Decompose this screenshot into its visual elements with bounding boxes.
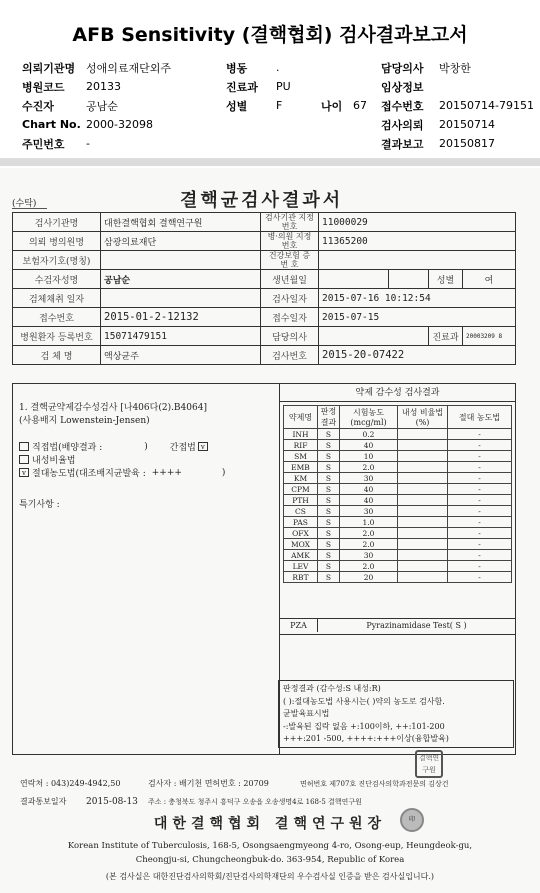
drug-absolute: - — [448, 561, 512, 572]
field-value: 2015-01-2-12132 — [101, 308, 261, 327]
table-row — [284, 473, 512, 484]
drug-concentration: 40 — [340, 495, 398, 506]
drug-ratio — [398, 561, 448, 572]
drug-name: INH — [284, 429, 318, 440]
header-key: 결과보고 — [381, 137, 424, 151]
field-value — [319, 270, 389, 289]
field-value — [319, 327, 429, 346]
sensitivity-table — [283, 405, 512, 583]
drug-result: S — [318, 539, 340, 550]
drug-concentration: 20 — [340, 572, 398, 583]
field-label: 담당의사 — [261, 327, 319, 346]
field-value: 20003209 8 — [463, 327, 516, 346]
header-key: 주민번호 — [22, 137, 65, 151]
header-row — [22, 77, 537, 96]
field-label: 진료과 — [429, 327, 463, 346]
media-note: (사용배지 Lowenstein-Jensen) — [19, 416, 150, 426]
report-title: AFB Sensitivity (결핵협회) 검사결과보고서 — [72, 24, 468, 46]
drug-concentration: 10 — [340, 451, 398, 462]
drug-name: KM — [284, 473, 318, 484]
drug-concentration: 30 — [340, 506, 398, 517]
field-value: 2015-07-15 — [319, 308, 516, 327]
table-row — [284, 429, 512, 440]
header-value: 20150714 — [439, 118, 495, 131]
absolute-close: ) — [221, 467, 226, 478]
drug-result: S — [318, 440, 340, 451]
field-value — [101, 289, 261, 308]
drug-result: S — [318, 506, 340, 517]
header-value: PU — [276, 80, 291, 93]
drug-concentration: 40 — [340, 440, 398, 451]
indirect-label: 간접법 — [169, 443, 196, 453]
drug-result: S — [318, 561, 340, 572]
drug-ratio — [398, 473, 448, 484]
report-date: 2015-08-13 — [86, 797, 138, 807]
header-value: 20133 — [86, 80, 121, 93]
header-key: 수진자 — [22, 99, 54, 113]
drug-absolute: - — [448, 517, 512, 528]
column-header: 시험농도 (mcg/ml) — [340, 406, 398, 429]
table-row — [284, 440, 512, 451]
field-value: 11000029 — [319, 213, 516, 232]
drug-result: S — [318, 484, 340, 495]
field-label: 의뢰 병의원명 — [13, 232, 101, 251]
field-value: 여 — [463, 270, 516, 289]
drug-absolute: - — [448, 550, 512, 561]
drug-result: S — [318, 462, 340, 473]
interp-line: 판정결과 (감수성:S 내성:R) — [283, 684, 381, 693]
field-value: 대한결핵협회 결핵연구원 — [101, 213, 261, 232]
drug-concentration: 2.0 — [340, 561, 398, 572]
header-value: 성애의료재단외주 — [86, 61, 172, 75]
test-item: 1. 결핵균약제감수성검사 [나406다(2).B4064] — [19, 403, 207, 413]
drug-absolute: - — [448, 451, 512, 462]
field-label: 검체채취 일자 — [13, 289, 101, 308]
field-label: 생년월일 — [261, 270, 319, 289]
table-row — [284, 517, 512, 528]
direct-close: ) — [144, 441, 148, 452]
header-value: 2000-32098 — [86, 118, 153, 131]
field-value — [319, 251, 516, 270]
direct-checkbox — [19, 442, 29, 451]
drug-absolute: - — [448, 495, 512, 506]
drug-absolute: - — [448, 506, 512, 517]
address-korean: 주소 : 충청북도 청주시 흥덕구 오송읍 오송생명4로 168-5 결핵연구원 — [148, 798, 362, 806]
sensitivity-heading: 약제 감수성 검사결과 — [280, 384, 515, 402]
table-row — [284, 528, 512, 539]
drug-ratio — [398, 462, 448, 473]
drug-name: MOX — [284, 539, 318, 550]
absolute-label: 절대농도법(대조배지균발육 : — [32, 469, 146, 479]
drug-ratio — [398, 484, 448, 495]
header-key: 검사의뢰 — [381, 118, 424, 132]
header-value: . — [276, 61, 280, 74]
drug-ratio — [398, 528, 448, 539]
header-value: 20150714-79151 — [439, 99, 534, 112]
field-label: 접수일자 — [261, 308, 319, 327]
column-header: 절대 농도법 — [448, 406, 512, 429]
director-seal: 결핵연구원 — [415, 750, 443, 778]
institution-name: 대한결핵협회 결핵연구원장 — [153, 816, 387, 832]
drug-name: RIF — [284, 440, 318, 451]
column-header: 판정 결과 — [318, 406, 340, 429]
field-value: 삼광의료재단 — [101, 232, 261, 251]
drug-ratio — [398, 429, 448, 440]
remarks-label: 특기사항 : — [19, 500, 60, 510]
drug-concentration: 2.0 — [340, 528, 398, 539]
header-info — [22, 58, 537, 153]
official-stamp: 印 — [400, 808, 424, 832]
pza-label: PZA — [280, 619, 318, 632]
tester-line: 검사자 : 배기천 면허번호 : 20709 — [148, 779, 269, 788]
drug-absolute: - — [448, 528, 512, 539]
drug-ratio — [398, 539, 448, 550]
header-key: Chart No. — [22, 118, 81, 131]
table-row — [284, 462, 512, 473]
pza-result: Pyrazinamidase Test( S ) — [366, 621, 467, 630]
header-value: 67 — [353, 99, 367, 112]
certification-note: (본 검사실은 대한진단검사의학회/진단검사의학재단의 우수검사실 인증을 받은 검사실입니다.) — [105, 872, 435, 881]
drug-result: S — [318, 528, 340, 539]
drug-name: AMK — [284, 550, 318, 561]
field-label: 보험자기호(명칭) — [13, 251, 101, 270]
absolute-checkbox: v — [19, 468, 29, 477]
field-label: 성별 — [429, 270, 463, 289]
field-label: 병·의원 지정번호 — [261, 232, 319, 251]
drug-ratio — [398, 440, 448, 451]
header-value: 공남순 — [86, 99, 118, 113]
table-row — [284, 484, 512, 495]
drug-name: SM — [284, 451, 318, 462]
field-label: 병원환자 등록번호 — [13, 327, 101, 346]
header-key: 성별 — [226, 99, 248, 113]
column-header: 약제명 — [284, 406, 318, 429]
drug-ratio — [398, 572, 448, 583]
drug-result: S — [318, 451, 340, 462]
interp-line: -:발육된 집락 없음 +:100이하, ++:101-200 — [283, 721, 445, 731]
drug-absolute: - — [448, 473, 512, 484]
header-key: 임상정보 — [381, 80, 424, 94]
header-row — [22, 134, 537, 153]
drug-concentration: 1.0 — [340, 517, 398, 528]
header-key: 담당의사 — [381, 61, 424, 75]
drug-name: EMB — [284, 462, 318, 473]
drug-concentration: 2.0 — [340, 462, 398, 473]
drug-concentration: 2.0 — [340, 539, 398, 550]
field-value: 액상균주 — [101, 346, 261, 365]
drug-absolute: - — [448, 440, 512, 451]
header-key: 진료과 — [226, 80, 258, 94]
header-value: - — [86, 137, 90, 150]
drug-result: S — [318, 495, 340, 506]
drug-ratio — [398, 451, 448, 462]
drug-ratio — [398, 506, 448, 517]
header-key: 접수번호 — [381, 99, 424, 113]
table-row — [284, 539, 512, 550]
drug-result: S — [318, 572, 340, 583]
drug-concentration: 30 — [340, 550, 398, 561]
table-row — [284, 561, 512, 572]
test-method-pane — [13, 384, 279, 754]
header-row — [22, 115, 537, 134]
drug-name: PTH — [284, 495, 318, 506]
report-date-label: 결과통보일자 — [20, 797, 67, 806]
drug-concentration: 40 — [340, 484, 398, 495]
drug-absolute: - — [448, 484, 512, 495]
drug-concentration: 0.2 — [340, 429, 398, 440]
field-value — [101, 251, 261, 270]
info-table — [12, 212, 516, 365]
absolute-result: ++++ — [151, 467, 182, 478]
field-value: 15071479151 — [101, 327, 261, 346]
table-row — [284, 550, 512, 561]
drug-name: CPM — [284, 484, 318, 495]
field-label: 검 체 명 — [13, 346, 101, 365]
separator-bar — [0, 158, 540, 166]
drug-name: LEV — [284, 561, 318, 572]
suhak-label: (수탁) — [12, 199, 37, 209]
divider — [12, 208, 47, 209]
table-row — [284, 506, 512, 517]
header-row — [22, 58, 537, 77]
header-value: 20150817 — [439, 137, 495, 150]
drug-name: OFX — [284, 528, 318, 539]
drug-name: PAS — [284, 517, 318, 528]
field-value: 2015-20-07422 — [319, 346, 516, 365]
header-value: F — [276, 99, 283, 112]
header-key: 나이 — [321, 99, 343, 113]
header-key: 병원코드 — [22, 80, 65, 94]
header-value: 박창한 — [439, 61, 471, 75]
address-english-1: Korean Institute of Tuberculosis, 168-5, Osongsaengmyeong 4-ro, Osong-eup, Heungdeok-gu, — [67, 841, 473, 851]
drug-absolute: - — [448, 539, 512, 550]
drug-result: S — [318, 517, 340, 528]
indirect-checkbox: v — [198, 442, 208, 451]
field-value: 2015-07-16 10:12:54 — [319, 289, 516, 308]
field-label: 접수번호 — [13, 308, 101, 327]
drug-absolute: - — [448, 429, 512, 440]
header-key: 병동 — [226, 61, 248, 75]
direct-label: 직접법(배양결과 : — [32, 443, 103, 453]
header-key: 의뢰기관명 — [22, 61, 76, 75]
method-row — [19, 466, 273, 479]
field-label: 건강보험 증 번 호 — [261, 251, 319, 270]
address-english-2: Cheongju-si, Chungcheongbuk-do. 363-954, Republic of Korea — [135, 855, 405, 865]
drug-name: RBT — [284, 572, 318, 583]
column-header: 내성 비율법(%) — [398, 406, 448, 429]
drug-concentration: 30 — [340, 473, 398, 484]
drug-absolute: - — [448, 572, 512, 583]
method-row — [19, 440, 273, 453]
ratio-checkbox — [19, 455, 29, 464]
interp-line: ( ):절대농도법 사용시는( )약의 농도로 검사함. — [283, 696, 445, 706]
field-label: 수검자성명 — [13, 270, 101, 289]
field-label: 검사번호 — [261, 346, 319, 365]
field-label: 검사기관 지정번호 — [261, 213, 319, 232]
drug-result: S — [318, 473, 340, 484]
table-row — [284, 572, 512, 583]
table-row — [284, 451, 512, 462]
header-row — [22, 96, 537, 115]
drug-ratio — [398, 495, 448, 506]
field-label: 검사기관명 — [13, 213, 101, 232]
field-value: 공남순 — [101, 270, 261, 289]
license-line: 면허번호 제707호 진단검사의학과전문의 김상건 — [300, 780, 449, 788]
ratio-label: 내성비율법 — [32, 456, 76, 466]
interp-line: 균발육표시법 — [283, 709, 330, 718]
drug-name: CS — [284, 506, 318, 517]
interpretation-box — [278, 680, 514, 748]
certificate-title: 결핵균검사결과서 — [180, 190, 344, 211]
drug-result: S — [318, 550, 340, 561]
field-label: 검사일자 — [261, 289, 319, 308]
interp-line: +++:201 -500, ++++:+++이상(융합발육) — [283, 734, 449, 743]
table-row — [284, 495, 512, 506]
pza-row — [280, 618, 515, 632]
drug-result: S — [318, 429, 340, 440]
method-row — [19, 453, 273, 466]
field-value: 11365200 — [319, 232, 516, 251]
scanned-certificate — [0, 168, 540, 893]
drug-absolute: - — [448, 462, 512, 473]
contact-line: 연락처 : 043)249-4942,50 — [20, 779, 121, 788]
drug-ratio — [398, 517, 448, 528]
drug-ratio — [398, 550, 448, 561]
